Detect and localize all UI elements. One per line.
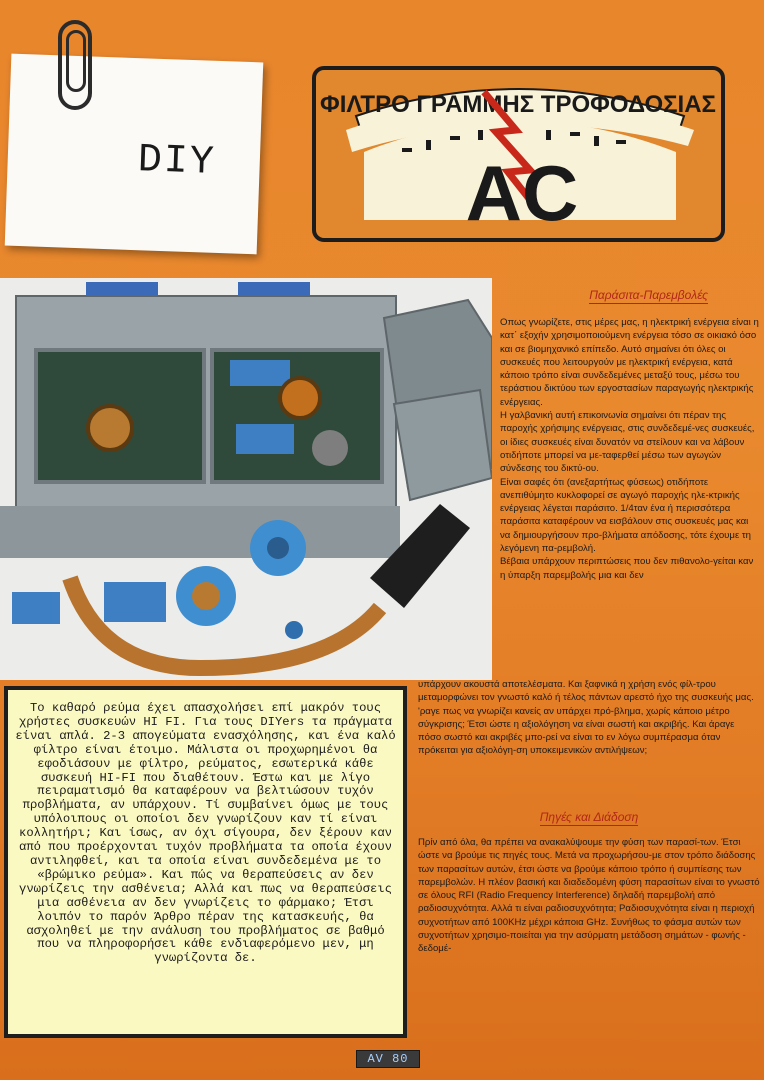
logo-title: ΦΙΛΤΡΟ ΓΡΑΜΜΗΣ ΤΡΟΦΟΔΟΣΙΑΣ bbox=[320, 91, 716, 118]
section-2-body bbox=[418, 836, 760, 956]
section-2 bbox=[418, 808, 760, 956]
diy-note bbox=[5, 54, 264, 255]
logo-ac: AC bbox=[465, 149, 579, 237]
intro-text: Το καθαρό ρεύμα έχει απασχολήσει επί μακρόν τους χρήστες συσκευών HI FI. Για τους DIYers τα πράγματα είναι απλά. 2-3 απογεύματα ενασχόλησης, και ένα καλό φίλτρο είναι έτοιμο. Μάλιστα οι προχωρημένοι θα εφοδιάσουν με φίλτρο, ρεύματος, εσωτερικά κάθε συσκευή HI-FI που διαθέτουν. Έστω και με λίγο πειραματισμό θα καταφέρουν να βελτιώσουν τυχόν προβλήματα, αν υπάρχουν. Τί συμβαίνει όμως με τους υπόλοιπους οι οποίοι δεν γνωρίζουν καν τί είναι κολλητήρι; Και ίσως, αν όχι σίγουρα, δεν ξέρουν καν από που προέρχονται τυχόν προβλήματα τα οποία έχουν αντιληφθεί, και τα οποία είναι συνδεδεμένα με το «βρώμικο ρεύμα». Και πώς να θεραπεύσεις αν δεν γνωρίζεις την ασθένεια; Αλλά και πως να θεραπεύσεις μια ασθένεια αν δεν γνωρίζεις το φάρμακο; Έτσι λοιπόν το παρόν Άρθρο πέραν της κατασκευής, θα ασχοληθεί με την ανάλυση του προβλήματος σε βαθμό που να πληροφορήσει κάθε ενδιαφερόμενο μεν, μη γνωρίζοντα δε. bbox=[15, 701, 396, 966]
filter-device-image bbox=[0, 278, 492, 680]
page-number: AV 80 bbox=[356, 1050, 420, 1068]
section-1-continuation bbox=[418, 678, 760, 758]
paperclip-inner bbox=[66, 30, 86, 92]
intro-box bbox=[4, 686, 407, 1038]
section-1-column bbox=[498, 278, 760, 678]
section-1-paragraph: Η γαλβανική αυτή επικοινωνία σημαίνει ότι πέραν της παροχής χρήσιμης ενέργειας, στις συνδεδεμέ-νες συσκευές, οι ίδιες συσκευές είναι δυνατόν να στείλουν και να λάβουν οτιδήποτε μπορεί να με-ταφερθεί μέσω των αγωγών σύνδεσης του δικτύ-ου. bbox=[500, 410, 755, 475]
section-2-title: Πηγές και Διάδοση bbox=[539, 810, 639, 824]
article-logo bbox=[312, 66, 725, 242]
section-1-body bbox=[498, 316, 760, 582]
logo-graphic bbox=[316, 70, 721, 238]
section-1-paragraph: Βέβαια υπάρχουν περιπτώσεις που δεν πιθανολο-γείται καν η ύπαρξη παρεμβολής μια και δεν bbox=[500, 556, 754, 581]
section-2-text: Πρίν από όλα, θα πρέπει να ανακαλύψουμε την φύση των παρασί-των. Έτσι ώστε να βρούμε τις πηγές τους. Μετά να προχωρήσου-με στον τρόπο διάδοσης των παρασίτων αυτών, έτσι ώστε να βρούμε κάποιο τρόπο ή συμπίεσης των παρεμβολών. Η πλέον βασική και διαδεδομένη φύση παρασίτων είναι το γνωστό σε όλους RFI (Radio Frequency Interference) δηλαδή παρεμβολή από ραδιοσυχνότητα. Αλλά τι είναι ραδιοσυχνότητα; Ραδιοσυχνότητα είναι η περιοχή συχνοτήτων από 100KHz μέχρι κάποια GHz. Συνήθως το φάσμα αυτών των συχνοτήτων χρησιμο-ποιείται για την ασύρματη μετάδοση σημάτων - φωνής - δεδομέ- bbox=[418, 837, 760, 955]
section-1-title: Παράσιτα-Παρεμβολές bbox=[589, 288, 708, 302]
diy-label: DIY bbox=[136, 138, 217, 186]
section-1-paragraph: Οπως γνωρίζετε, στις μέρες μας, η ηλεκτρική ενέργεια είναι η κατ΄ εξοχήν χρησιμοποιούμενη ενέργεια τόσο σε οικιακό όσο και σε βιομηχανικό επίπεδο. Αυτό σημαίνει ότι όλες οι συσκευές που λειτουργούν με ηλεκτρική ενέργεια, κατά κάποιο τρόπο είναι συνδεδεμένες μεταξύ τους, μέσω του τεράστιου δικτύου των εργοστασίων παραγωγής ηλεκτρικής ενέργειας. bbox=[500, 317, 759, 408]
section-1-paragraph: Είναι σαφές ότι (ανεξαρτήτως φύσεως) οτιδήποτε ανεπιθύμητο κυκλοφορεί σε αγωγό παροχής ηλε-κτρικής ενέργειας λέγεται παράσιτο. 1/4ταν ένα ή περισσότερα παράσιτα καταφέρουν να εισβάλουν στις συσκευές μας και να δημιουργήσουν προ-βλήματα απόδοσης, τότε έχουμε τη λεγόμενη πα-ρεμβολή. bbox=[500, 476, 752, 555]
continuation-text: υπάρχουν ακουστά αποτελέσματα. Και ξαφνικά η χρήση ενός φίλ-τρου μεταμορφώνει τον γνωστό καλό ή τέλος πάντων αρεστό ήχο της συσκευής μας. 'ραγε πως να γνωρίζει κανείς αν υπάρχει πρό-βλημα, χωρίς κάποιο μέτρο σύγκρισης; Έτσι ώστε η αξιολόγηση να είναι σωστή και ακριβής. Και άραγε πόσο σωστό και ακριβές μπο-ρεί να είναι το εν λόγω συμπέρασμα όταν πρόκειται για αξιολόγη-ση υποκειμενικών αντιλήψεων; bbox=[418, 679, 754, 757]
product-photo bbox=[0, 278, 492, 680]
